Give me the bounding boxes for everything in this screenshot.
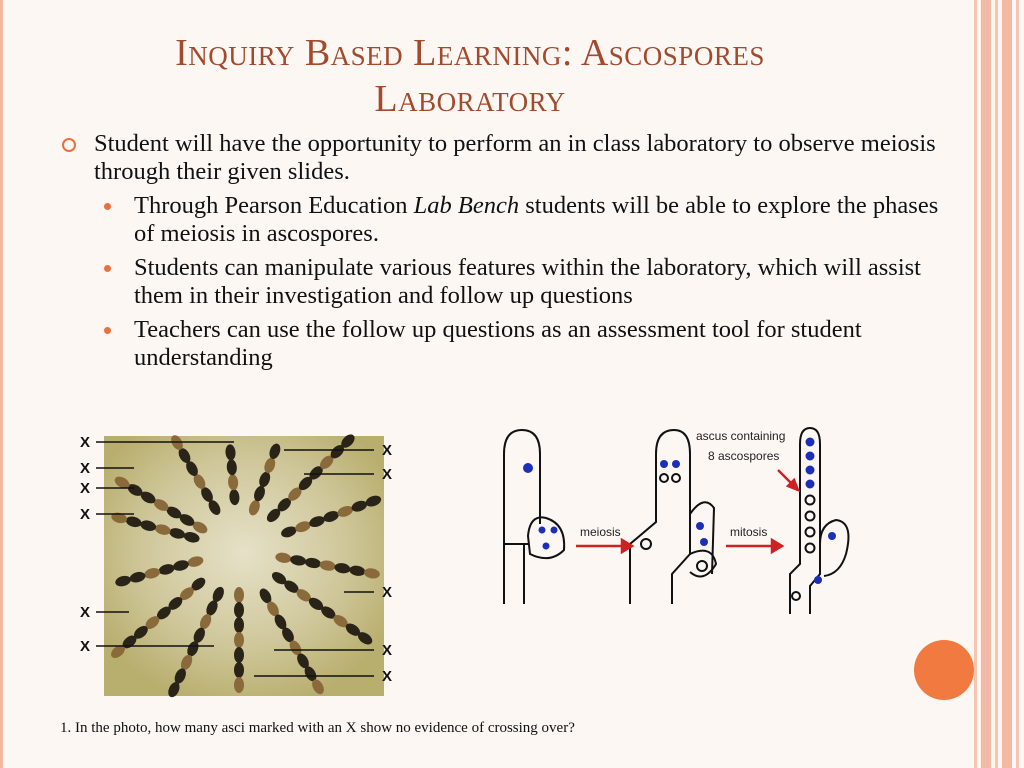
orange-circle-decoration: [914, 640, 974, 700]
sub-bullet-2: [104, 254, 942, 310]
main-bullet: [62, 130, 942, 186]
meiosis-label: meiosis: [580, 525, 621, 539]
x-marker: X: [80, 480, 91, 497]
x-marker: X: [382, 584, 393, 601]
sub-bullet-1: [104, 192, 942, 248]
title-line-1: Inquiry Based Learning: Ascospores: [175, 32, 765, 74]
dot-bullet-icon: [104, 327, 111, 334]
ascospore: [234, 662, 244, 678]
main-bullet-text: Student will have the opportunity to perform an in class laboratory to observe meiosis through their given slides.: [94, 130, 936, 185]
title-line-2: Laboratory: [374, 78, 566, 120]
ascospore: [234, 587, 244, 603]
left-border: [0, 0, 3, 768]
ascospore-micrograph: [74, 430, 404, 700]
x-marker: X: [382, 442, 393, 459]
dot-bullet-icon: [104, 265, 111, 272]
sub-bullet-2-text: Students can manipulate various features within the laboratory, which will assist them in their investigation and follow up questions: [134, 254, 921, 309]
x-marker: X: [80, 604, 91, 621]
sub-bullet-1-italic: Lab Bench: [413, 192, 520, 219]
ascospore: [234, 602, 244, 618]
x-marker: X: [80, 434, 91, 451]
ring-bullet-icon: [62, 138, 76, 152]
x-marker: X: [382, 642, 393, 659]
x-marker: X: [80, 460, 91, 477]
dot-bullet-icon: [104, 203, 111, 210]
ascospore: [234, 617, 244, 633]
sub-bullet-3-text: Teachers can use the follow up questions as an assessment tool for student understanding: [134, 316, 862, 371]
x-marker: X: [80, 638, 91, 655]
mitosis-label: mitosis: [730, 525, 768, 539]
ascus-label-line1: ascus containing: [696, 429, 786, 443]
sub-bullet-1-text-b: students will be able to explore the phases of meiosis in ascospores.: [134, 192, 939, 247]
x-marker: X: [382, 668, 393, 685]
ascospore: [234, 632, 244, 648]
ascus-label-line2: 8 ascospores: [708, 449, 780, 463]
right-decorative-stripes: [974, 0, 1024, 768]
x-marker: X: [382, 466, 393, 483]
slide-title: [40, 30, 900, 122]
ascospore-development-diagram: [490, 424, 870, 624]
micrograph-image: [74, 430, 404, 700]
sub-bullet-1-text-a: Through Pearson Education: [134, 192, 414, 219]
sub-bullet-list: [104, 192, 942, 372]
x-marker: X: [80, 506, 91, 523]
ascospore: [234, 647, 244, 663]
question-caption: 1. In the photo, how many asci marked with an X show no evidence of crossing over?: [60, 720, 575, 736]
sub-bullet-3: [104, 316, 942, 372]
ascospore: [234, 677, 244, 693]
bullet-list: [62, 130, 942, 378]
